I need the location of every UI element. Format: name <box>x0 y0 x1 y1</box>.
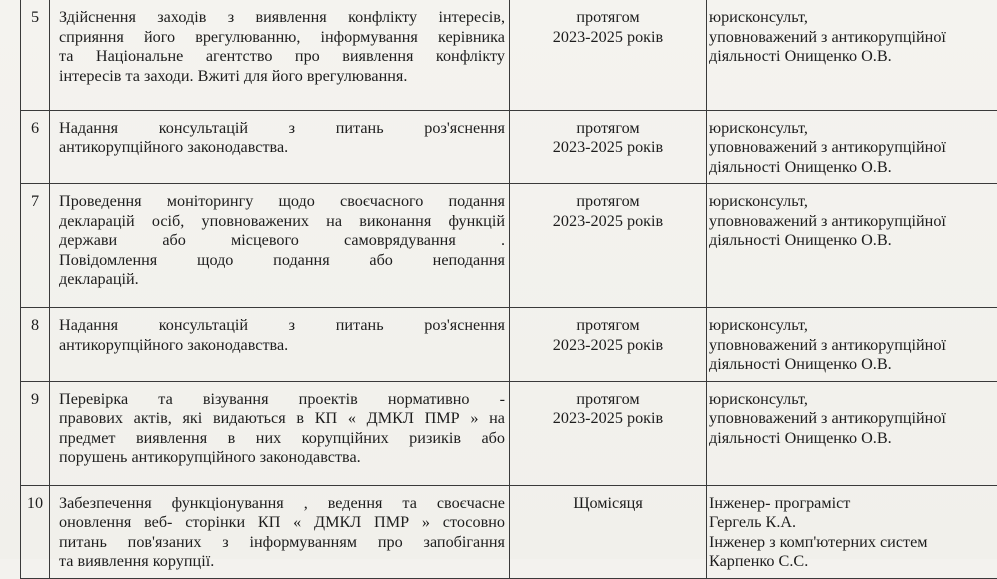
responsible-text-line: діяльності Онищенко О.В. <box>709 355 997 375</box>
activity-text-line: Надання консультацій з питань роз'яснення <box>59 316 505 336</box>
term-text-line: 2023-2025 років <box>510 336 706 356</box>
activity-cell <box>50 184 510 308</box>
term-text-line: протягом <box>510 390 706 410</box>
activity-text-line: декларацій. <box>59 270 505 290</box>
responsible-cell <box>707 0 997 110</box>
term-cell <box>510 485 707 578</box>
responsible-text-line: діяльності Онищенко О.В. <box>709 47 997 67</box>
table-row <box>21 485 997 578</box>
responsible-text-line: діяльності Онищенко О.В. <box>709 231 997 251</box>
row-number: 8 <box>21 308 50 382</box>
activity-text-line: Перевірка та візування проектів нормативно - <box>59 390 505 410</box>
term-text-line: протягом <box>510 316 706 336</box>
term-text-line: 2023-2025 років <box>510 28 706 48</box>
responsible-text-line: уповноважений з антикорупційної <box>709 336 997 356</box>
term-text-line: протягом <box>510 192 706 212</box>
term-text-line: протягом <box>510 119 706 139</box>
term-cell <box>510 184 707 308</box>
term-text-line: 2023-2025 років <box>510 409 706 429</box>
activity-text-line: Проведення моніторингу щодо своєчасного подання <box>59 192 505 212</box>
activity-text-line: Забезпечення функціонування , ведення та своєчасне <box>59 494 505 514</box>
responsible-cell <box>707 110 997 184</box>
activity-text-line: правових актів, які видаються в КП « ДМКЛ ПМР » на <box>59 409 505 429</box>
responsible-text-line: уповноважений з антикорупційної <box>709 409 997 429</box>
term-cell <box>510 308 707 382</box>
anticorruption-plan-table <box>20 0 997 579</box>
activity-text-line: та виявлення корупції. <box>59 552 505 572</box>
activity-cell <box>50 381 510 485</box>
activity-text-line: інтересів та заходи. Вжиті для його врегулювання. <box>59 67 505 87</box>
responsible-text-line: Інженер з комп'ютерних систем <box>709 533 997 553</box>
activity-text-line: Повідомлення щодо подання або неподання <box>59 251 505 271</box>
activity-text-line: предмет виявлення в них корупційних ризиків або <box>59 429 505 449</box>
row-number: 7 <box>21 184 50 308</box>
table-row <box>21 184 997 308</box>
responsible-text-line: уповноважений з антикорупційної <box>709 212 997 232</box>
activity-text-line: держави або місцевого самоврядування . <box>59 231 505 251</box>
row-number: 5 <box>21 0 50 110</box>
term-text-line: 2023-2025 років <box>510 138 706 158</box>
responsible-text-line: уповноважений з антикорупційної <box>709 138 997 158</box>
table-body <box>21 0 997 578</box>
responsible-text-line: діяльності Онищенко О.В. <box>709 429 997 449</box>
responsible-text-line: юрисконсульт, <box>709 8 997 28</box>
table-row <box>21 381 997 485</box>
row-number: 10 <box>21 485 50 578</box>
responsible-text-line: юрисконсульт, <box>709 316 997 336</box>
term-cell <box>510 381 707 485</box>
table-row <box>21 308 997 382</box>
responsible-cell <box>707 184 997 308</box>
activity-cell <box>50 308 510 382</box>
activity-cell <box>50 110 510 184</box>
responsible-cell <box>707 308 997 382</box>
term-cell <box>510 110 707 184</box>
activity-text-line: порушень антикорупційного законодавства. <box>59 448 505 468</box>
term-cell <box>510 0 707 110</box>
table-row <box>21 0 997 110</box>
responsible-text-line: уповноважений з антикорупційної <box>709 28 997 48</box>
activity-text-line: Здійснення заходів з виявлення конфлікту інтересів, <box>59 8 505 28</box>
term-text-line: протягом <box>510 8 706 28</box>
row-number: 9 <box>21 381 50 485</box>
activity-text-line: декларацій осіб, уповноважених на виконання функцій <box>59 212 505 232</box>
activity-text-line: антикорупційного законодавства. <box>59 336 505 356</box>
activity-text-line: питань пов'язаних з інформуванням про запобігання <box>59 533 505 553</box>
term-text-line: Щомісяця <box>510 494 706 514</box>
responsible-text-line: Гергель К.А. <box>709 513 997 533</box>
activity-text-line: сприяння його врегулюванню, інформування керівника <box>59 28 505 48</box>
responsible-cell <box>707 381 997 485</box>
table-row <box>21 110 997 184</box>
responsible-text-line: Інженер- програміст <box>709 494 997 514</box>
responsible-text-line: юрисконсульт, <box>709 119 997 139</box>
activity-text-line: оновлення веб- сторінки КП « ДМКЛ ПМР » стосовно <box>59 513 505 533</box>
activity-text-line: антикорупційного законодавства. <box>59 138 505 158</box>
responsible-text-line: юрисконсульт, <box>709 192 997 212</box>
row-number: 6 <box>21 110 50 184</box>
activity-cell <box>50 485 510 578</box>
responsible-text-line: юрисконсульт, <box>709 390 997 410</box>
responsible-text-line: Карпенко С.С. <box>709 552 997 572</box>
responsible-cell <box>707 485 997 578</box>
activity-text-line: Надання консультацій з питань роз'яснення <box>59 119 505 139</box>
responsible-text-line: діяльності Онищенко О.В. <box>709 158 997 178</box>
activity-text-line: та Національне агентство про виявлення конфлікту <box>59 47 505 67</box>
term-text-line: 2023-2025 років <box>510 212 706 232</box>
activity-cell <box>50 0 510 110</box>
